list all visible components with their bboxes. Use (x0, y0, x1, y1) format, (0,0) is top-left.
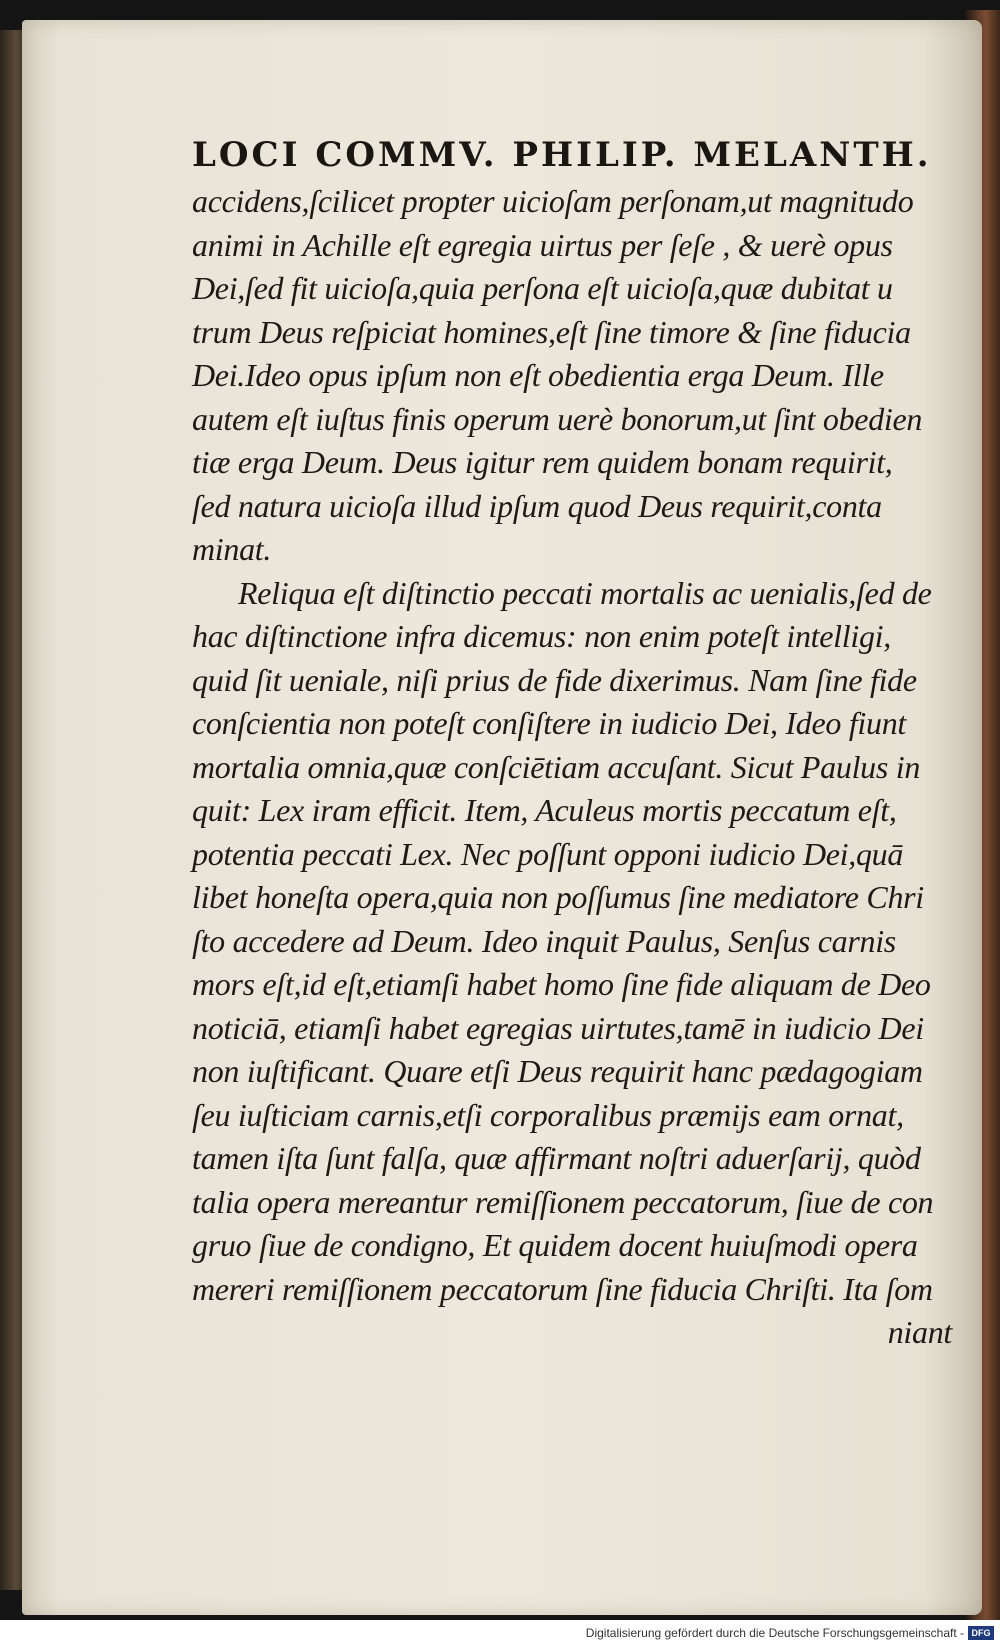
text-line: ſeu iuſticiam carnis,etſi corporalibus præmijs eam ornat, (192, 1096, 904, 1133)
text-line: libet honeſta opera,quia non poſſumus ſine mediatore Chri (192, 879, 924, 915)
text-line: talia opera mereantur remiſſionem peccatorum, ſiue de con (192, 1183, 934, 1220)
text-line: ſed natura uicioſa illud ipſum quod Deus requirit,conta (192, 487, 882, 524)
text-line: potentia peccati Lex. Nec poſſunt opponi iudicio Dei,quā (192, 835, 904, 872)
text-line: tiæ erga Deum. Deus igitur rem quidem bonam requirit, (192, 444, 893, 480)
book-page (22, 20, 982, 1615)
text-line: hac diſtinctione infra dicemus: non enim poteſt intelligi, (192, 618, 891, 654)
text-line: quit: Lex iram efficit. Item, Aculeus mortis peccatum eſt, (192, 792, 897, 828)
text-line: minat. (192, 531, 272, 567)
text-line: non iuſtificant. Quare etſi Deus requirit hanc pædagogiam (192, 1053, 923, 1089)
text-line: trum Deus reſpiciat homines,eſt ſine timore & ſine fiducia (192, 313, 911, 350)
dfg-logo: DFG (968, 1626, 994, 1640)
text-line: noticiā, etiamſi habet egregias uirtutes,tamē in iudicio Dei (192, 1009, 924, 1046)
text-line: ſto accedere ad Deum. Ideo inquit Paulus, Senſus carnis (192, 922, 896, 959)
text-line: mors eſt,id eſt,etiamſi habet homo ſine fide aliquam de Deo (192, 966, 931, 1002)
text-line: tamen iſta ſunt falſa, quæ affirmant noſtri aduerſarij, quòd (192, 1140, 921, 1176)
text-line: quid ſit ueniale, niſi prius de fide dixerimus. Nam ſine fide (192, 661, 917, 698)
footer-credit: Digitalisierung gefördert durch die Deutsche Forschungsgemeinschaft - (585, 1626, 964, 1640)
paragraph-start-line: Reliqua eſt diſtinctio peccati mortalis ac uenialis,ſed de (238, 574, 932, 611)
running-head: LOCI COMMV. PHILIP. MELANTH. (192, 135, 932, 175)
text-line: mereri remiſſionem peccatorum ſine fiducia Chriſti. Ita ſom (192, 1270, 933, 1307)
text-line: animi in Achille eſt egregia uirtus per ſeſe , & uerè opus (192, 226, 893, 263)
text-line: conſcientia non poteſt conſiſtere in iudicio Dei, Ideo fiunt (192, 705, 906, 741)
text-line: mortalia omnia,quæ conſciētiam accuſant. Sicut Paulus in (192, 748, 921, 785)
text-block (192, 130, 952, 1355)
catchword: niant (887, 1314, 952, 1350)
text-line: autem eſt iuſtus finis operum uerè bonorum,ut ſint obedien (192, 400, 923, 437)
text-line: Dei,ſed fit uicioſa,quia perſona eſt uicioſa,quæ dubitat u (192, 270, 893, 306)
text-line: accidens,ſcilicet propter uicioſam perſonam,ut magnitudo (192, 183, 914, 219)
text-line: gruo ſiue de condigno, Et quidem docent huiuſmodi opera (192, 1227, 918, 1263)
text-line: Dei.Ideo opus ipſum non eſt obedientia erga Deum. Ille (192, 357, 884, 393)
